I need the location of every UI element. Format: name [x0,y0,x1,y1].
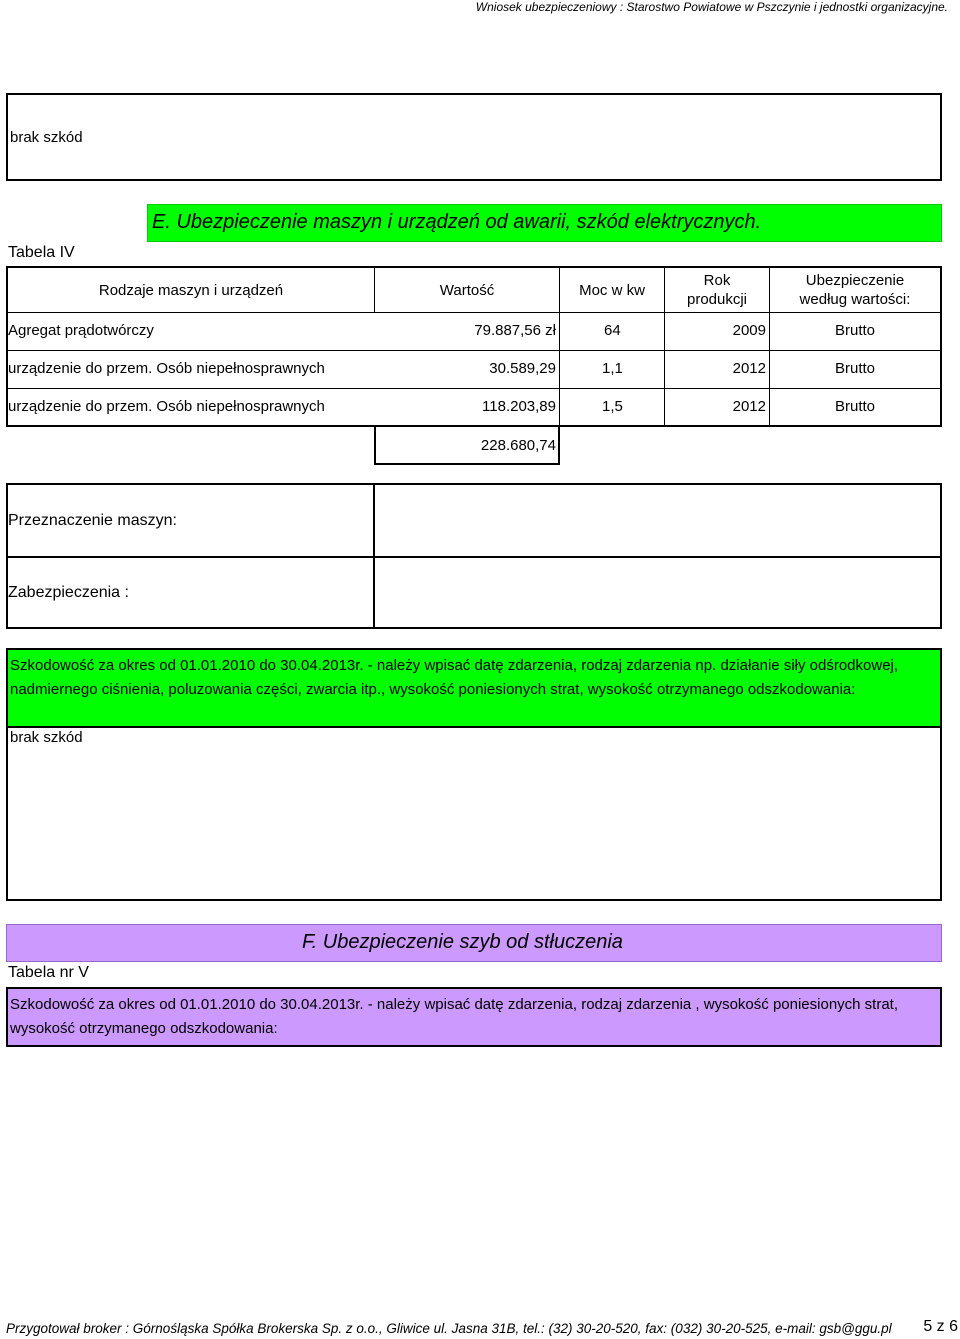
table-row-1-power: 64 [604,322,621,339]
table-row-1-name: Agregat prądotwórczy [8,322,154,339]
section-f-title-bar [6,924,942,962]
section-e-damage-history-bar [6,648,942,728]
purpose-label: Przeznaczenie maszyn: [8,512,177,529]
table-v-label: Tabela nr V [8,964,89,981]
column-header-year [664,266,770,313]
table-row-3-power: 1,5 [602,398,623,415]
column-header-insurance [769,266,942,313]
table-row-2-year: 2012 [732,360,766,377]
table-row-3-name: urządzenie do przem. Osób niepełnosprawnych [8,398,325,415]
table-row-1-value: 79.887,56 zł [474,322,556,339]
table-row-2-name: urządzenie do przem. Osób niepełnosprawnych [8,360,325,377]
column-header-insurance-text: Ubezpieczenie według wartości: [799,272,911,308]
section-e-damage-answer: brak szkód [10,729,83,746]
footer-broker-info: Przygotował broker : Górnośląska Spółka Brokerska Sp. z o.o., Gliwice ul. Jasna 31B, tel.: (32) 30-20-520, fax: (032) 30-20-525, e-mail: gsb@ggu.pl [6,1321,892,1336]
table-iv-label: Tabela IV [8,244,75,261]
section-f-damage-history-text: Szkodowość za okres od 01.01.2010 do 30.04.2013r. - należy wpisać datę zdarzenia, rodzaj zdarzenia , wysokość poniesionych strat, wysokość otrzymanego odszkodowania: [10,996,899,1037]
table-row-3-value: 118.203,89 [482,398,556,415]
total-value-cell [374,426,560,465]
column-header-type: Rodzaje maszyn i urządzeń [6,266,375,313]
section-f-damage-history-bar [6,987,942,1047]
previous-section-answer: brak szkód [10,129,83,146]
page-number: 5 z 6 [923,1318,958,1335]
section-e-damage-history-text: Szkodowość za okres od 01.01.2010 do 30.04.2013r. - należy wpisać datę zdarzenia, rodzaj zdarzenia np. działanie siły odśrodkowej, nadmiernego ciśnienia, poluzowania części, zwarcia itp., wysokość poniesionych strat, wysokość otrzymanego odszkodowania: [10,657,899,698]
table-row-1-insurance: Brutto [835,322,876,339]
section-e-title-bar [147,204,942,242]
table-row-2-value: 30.589,29 [489,360,556,377]
table-row-2-power: 1,1 [602,360,623,377]
total-value: 228.680,74 [480,437,556,454]
column-header-value: Wartość [374,266,560,313]
section-e-title: E. Ubezpieczenie maszyn i urządzeń od awarii, szkód elektrycznych. [152,211,762,233]
table-row-1-year: 2009 [732,322,766,339]
table-row-2-insurance: Brutto [835,360,876,377]
table-row-3-year: 2012 [732,398,766,415]
security-label: Zabezpieczenia : [8,584,129,601]
section-f-title: F. Ubezpieczenie szyb od stłuczenia [302,931,623,953]
document-header: Wniosek ubezpieczeniowy : Starostwo Powiatowe w Pszczynie i jednostki organizacyjne. [475,0,948,14]
section-e-damage-answer-box [6,727,942,901]
table-row-3-insurance: Brutto [835,398,876,415]
column-header-power: Moc w kw [559,266,665,313]
column-header-year-text: Rok produkcji [686,272,748,308]
previous-section-answer-box [6,93,942,181]
